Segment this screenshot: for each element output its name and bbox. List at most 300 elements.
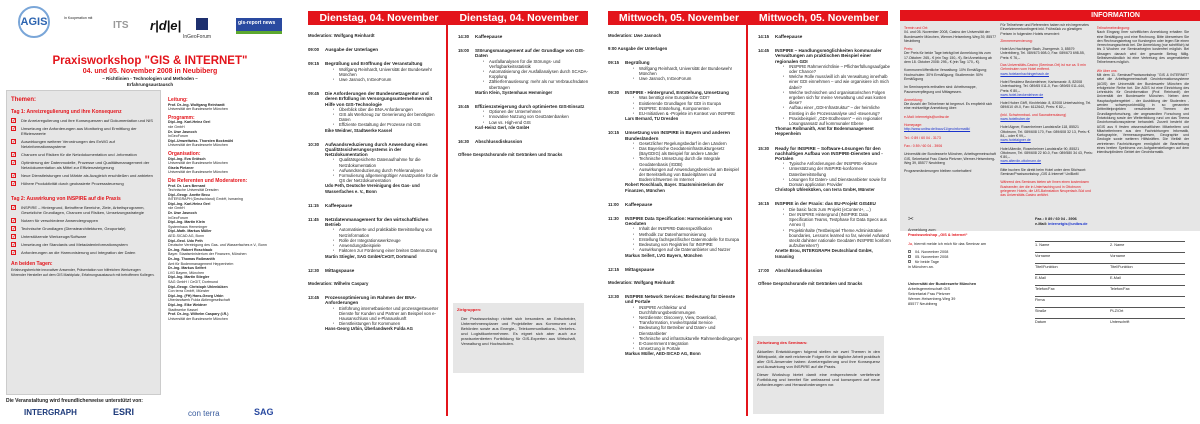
info-text: Nach Eingang Ihrer schriftlichen Anmeldung erhalten Sie eine Bestätigung und eine Rechnung. Bitte überweisen Sie den Rechnungsbetrag vor Kursbeginn oder legen Sie einen Verrechnungsscheck bei. Die Anmeldung (nur schriftlich) ist bis 3 Wochen vor Seminarbeginn kostenfrei möglich. Bei Absagen danach wird der gesamte Betrag fällig. Selbstverständlich ist eine Vertretung des angemeldeten Teilnehmers möglich. xyxy=(1096,30,1190,65)
schedule-bullet: ▪ Was benötigt eine Europäische GDI? xyxy=(633,95,735,100)
schedule-bullet: ▪ Auswirkungen auf die Datenanbieter und Nutzer xyxy=(633,247,742,252)
schedule-bullet: ▪ E-Government Integration xyxy=(633,341,742,346)
schedule-title: INSPIRE Network Services: Bedeutung für Dienste und Portale xyxy=(625,294,736,305)
schedule-bullet: ▪ Welche Rolle muss/will ich als Verwaltung innerhalb einer GDI einnehmen – und wie organisiere ich mich dabei? xyxy=(783,74,892,90)
day2-col2 xyxy=(750,0,900,424)
person-org: Universität der Bundeswehr München xyxy=(168,170,228,175)
schedule-bullet: ▪ Das Bayerische Geodateninfrastrukturgesetz (BayGDIG) als Beispiel für andere Länder xyxy=(633,146,742,156)
schedule-bullet: ▪ Aufbau einer „GDI-Infrastruktur“ – der heimliche Einstieg in die Prozessanalyse und -steuerung? xyxy=(783,105,892,115)
info-link[interactable]: www.alterdin-ottobrunn.de xyxy=(1000,159,1042,164)
schedule-title: Aufwandsreduzierung durch Anwendung eines Qualitätssicherungssystems in der Netzdokumentation xyxy=(325,141,428,158)
checkbox-icon: ✓ xyxy=(12,242,17,248)
info-block xyxy=(1000,80,1092,97)
schedule-time: 15:45 xyxy=(458,104,469,110)
speaker: Robert Roschlaub, Bayer. Staatsministerium der Finanzen, München xyxy=(625,182,724,193)
person-org: Universität der Bundeswehr München xyxy=(168,107,228,112)
form-field-label[interactable]: Firma xyxy=(1035,298,1045,302)
info-block xyxy=(1097,69,1189,155)
person-org: Deutsche Vereinigung des Gas- und Wasserfaches e.V., Bonn xyxy=(168,243,267,248)
info-panel xyxy=(900,0,1200,424)
info-link[interactable]: www.hotelhuber.de xyxy=(1000,117,1030,122)
both-days-text: Erfahrungsberichte innovativer Anwender, Präsentation von hilfreichen Werkzeugen führender Hersteller auf dem GIS Marktplatz, Erfahrungsaustausch mit betroffenen Kollegen. xyxy=(11,268,155,277)
form-ja: Ja, xyxy=(908,242,914,246)
schedule-time: 12:30 xyxy=(308,267,319,273)
schedule-bullet: ▪ Formulierung allgemeingültiger Ansatzpunkte für die QS der Netzdokumentation xyxy=(333,173,442,183)
form-field-label[interactable]: PLZ/Ort xyxy=(1110,309,1124,313)
checkbox-icon: ✓ xyxy=(12,234,17,240)
form-to-title: Praxisworkshop „GIS & Internet“ xyxy=(908,233,968,237)
form-field-label[interactable]: Titel/Funktion xyxy=(1110,265,1133,269)
checkbox-icon: ✓ xyxy=(12,160,17,166)
subline-1: – Richtlinien - Technologien und Methoden – xyxy=(102,76,198,81)
form-field-label[interactable]: Titel/Funktion xyxy=(1035,265,1058,269)
info-block xyxy=(904,115,996,119)
schedule-bullet: ▪ Low vs. High-end GIS xyxy=(483,120,584,125)
schedule-time: 15:30 xyxy=(758,145,769,151)
checkbox-icon: ✓ xyxy=(12,226,17,232)
info-heading: Preis: xyxy=(904,47,913,52)
form-field-label[interactable]: Straße xyxy=(1035,309,1047,313)
form-email-label: e-Mail: xyxy=(1035,222,1048,226)
info-text: Mit dem 11. Seminar/Praxisworkshop "GIS & INTERNET" setzt die Arbeitsgemeinschaft Geoinformationssysteme (AGIS) der Universität der Bundeswehr München die erfolgreiche Reihe fort. Die AGIS ist eine Einrichtung des Lehrstuhls für Geoinformation (Prof. Reinhardt) der Universität der Bundeswehr München. Neben dem Hauptaufgabengebiet - der Ausbildung der Studenten - werden schwerpunktmäßig in so genannten Drittmittelprojekten verschiedene Themen der Grundlagenforschung, der angewandten Forschung und Entwicklung sowie der Weiterbildung rund um das Thema Geoinformationssysteme behandelt. Zurzeit besteht die AGIS aus 9 festen wissenschaftlichen Mitarbeitern und Mitarbeiterinnen aus den Fachrichtungen Informatik, Kartographie, Vermessungswesen, Geographie und Geologie sowie weiteren Hilfskräften. Die Vielfalt der vertretenen Fachrichtungen ermöglicht die Bearbeitung eines breiten Spektrums von Aufgabenstellungen auf dem interdisziplinären Gebiet der Geoinformatik. xyxy=(1096,72,1190,155)
schedule-bullet: ▪ EU-Initiativen & -Projekte im Kontext von INSPIRE xyxy=(633,111,735,116)
person-org: SAG GmbH / CeGIT, Dortmund xyxy=(168,279,218,284)
schedule-bullet: ▪ Welche technischen und organisatorischen Folgen ergeben sich für meine Verwaltung und was kosten diese? xyxy=(783,90,892,106)
person-name: Dipl.-Ing. Karl-Heinz Gerl xyxy=(168,201,211,206)
info-block xyxy=(904,152,996,165)
form-field-label[interactable]: E-Mail xyxy=(1035,276,1046,280)
schedule-time: 10:30 xyxy=(308,141,319,147)
form-field-label[interactable]: Datum xyxy=(1035,320,1047,324)
info-heading: Anmeldung: xyxy=(904,97,923,102)
checkbox-icon: ✓ xyxy=(12,126,17,132)
form-field-label[interactable]: Telefon/Fax xyxy=(1110,287,1130,291)
info-note: (inkl. Schwimmbad- und Saunabenutzung) xyxy=(1000,112,1067,117)
people-list xyxy=(168,94,298,321)
schedule-bullet: ▪ Typische Anforderungen der INSPIRE-Akteure xyxy=(783,161,892,166)
checkbox-icon: ✓ xyxy=(12,139,17,145)
person-name: Dipl.-Geogr. Anette Brou xyxy=(168,192,210,197)
info-block xyxy=(904,169,996,173)
form-city: in München an. xyxy=(908,265,934,269)
info-link[interactable]: www.hotel-beckenlehner.de xyxy=(1000,92,1044,97)
schedule-item xyxy=(608,294,742,356)
form-field-label[interactable] xyxy=(1110,298,1185,307)
goal-text-1: Aktuellen Entwicklungen folgend stellen wir zwei Themen in den Mittelpunkt, die weit reichende Folgen für die tägliche Arbeit praktisch aller GIS-Anwender haben: Anreizregulierung und ihre Konsequenz und Auswirkung von INSPIRE auf die Praxis. xyxy=(757,349,880,369)
schedule-title: Mittagspause xyxy=(325,267,355,273)
info-block xyxy=(904,68,996,81)
form-fax: Fax.: 0 89 / 60 04 - 3906 xyxy=(1035,217,1077,221)
info-link[interactable]: www.hotelaigner.de xyxy=(1000,138,1031,143)
info-heading: Termin und Ort: xyxy=(904,26,929,30)
form-field-row[interactable] xyxy=(1035,296,1185,307)
page-title: Praxisworkshop "GIS & INTERNET" xyxy=(52,55,248,67)
schedule-title: Abschlussdiskussion xyxy=(475,139,523,145)
schedule-item xyxy=(308,61,442,82)
person-name: Dipl.-Umweltwiss. Thorsten Bockmühl xyxy=(168,138,234,143)
both-days-heading: An beiden Tagen: xyxy=(11,261,53,267)
info-heading: Teilnahmebedingung: xyxy=(1096,26,1130,30)
form-fields xyxy=(1035,241,1185,329)
cover-panel xyxy=(0,0,300,424)
gisreport-logo: gis-report news xyxy=(236,18,282,34)
schedule-bullet: ▪ Automatisierung der Ausfallanalysen durch SCADA-Kopplung xyxy=(483,69,592,79)
schedule-time: 13:45 xyxy=(308,295,319,301)
form-field-label[interactable]: 1. Name xyxy=(1035,243,1050,247)
info-block xyxy=(904,85,996,94)
moderation-line: Offene Gesprächsrunde mit Getränken und Snacks xyxy=(458,152,563,158)
form-email-link[interactable]: internetgis@unibw.de xyxy=(1048,222,1088,226)
form-field-label[interactable]: Vorname xyxy=(1110,254,1126,258)
schedule-bullet: ▪ Ausfallanalysen für die Störungs- und Verfügbarkeitsstatistik xyxy=(483,59,592,69)
schedule-bullet: ▪ Automatisierte und praktikable Bereitstellung von Netzinformation xyxy=(333,227,442,237)
schedule-time: 11:45 xyxy=(308,217,319,223)
target-text: Der Praxisworkshop richtet sich besonders an Entscheider, Unternehmensplaner und Projektleiter aus Kommunen und Behörden sowie aus Energie-, Telekommunikations-, Verkehrs- und Logistikunternehmen. Es eignet sich aber auch zur praxisorientierten Fortbildung für GIS-Experten aus Wirtschaft, Verwaltung und Hochschulen. xyxy=(461,316,576,346)
schedule-bullet: ▪ GIS als Werkzeug zur Generierung der benötigten Daten xyxy=(333,112,442,122)
theme-item xyxy=(11,226,156,231)
person-org: Con terra GmbH, Münster xyxy=(168,289,210,294)
form-field-row[interactable] xyxy=(1035,252,1185,263)
target-heading: Zielgruppen: xyxy=(457,307,482,312)
schedule-bullet: ▪ Methodik zur Datenharmonisierung xyxy=(633,232,742,237)
schedule-bullet: ▪ Erstellung fachspezifischer Datenmodelle für Europa xyxy=(633,237,742,242)
schedule-title: INSPIRE - Hintergrund, Entstehung, Umsetzung xyxy=(625,90,729,96)
schedule-title: Kaffeepause xyxy=(475,34,503,39)
person-name: Dr. Uwe Jasnoch xyxy=(168,129,197,134)
person-name: Prof. Dr. Lars Bernard xyxy=(168,183,206,188)
day2-col1 xyxy=(600,0,750,424)
goal-box xyxy=(753,336,884,414)
checkbox-icon: ✓ xyxy=(12,152,17,158)
form-field-row[interactable] xyxy=(1035,307,1185,318)
info-text: Hotel Residenz Beckenlehner, Karlsmaxstr. 8, 82008 Unterhaching, Tel. 089/65 011-0, Fax: 089/65 011-444, Preis: € 80,– xyxy=(1000,79,1085,93)
form-field-label[interactable]: Telefon/Fax xyxy=(1035,287,1055,291)
checkbox-icon: ✓ xyxy=(12,181,17,187)
person-org: Universität der Bundeswehr München xyxy=(168,316,228,321)
schedule-bullet: ▪ Anwendungsbeispiele xyxy=(333,243,442,248)
schedule-time: 15:00 xyxy=(458,48,469,54)
schedule-title: Mittagspause xyxy=(625,266,655,272)
ingeoforum-logo: InGeoForum xyxy=(183,34,212,40)
form-field-row[interactable] xyxy=(1035,263,1185,274)
person-org: LVG Bayern, München xyxy=(168,270,205,275)
divider xyxy=(746,18,748,416)
date-option-label: 04. November 2008 xyxy=(915,250,949,254)
schedule-bullet: ▪ Einführung internetbasierter und prozessgesteuerter Dienste für Kunden und Partner am Beispiel von e-Hausanschluss und e-Planauskunft xyxy=(333,306,442,322)
person-name: Prof. Dr.-Ing. Wilhelm Caspary (i.R.) xyxy=(168,312,229,317)
schedule-title: Netzdatenmanagement für den wirtschaftlichen Betrieb xyxy=(325,217,429,228)
speaker: Anette Brou, INTERGRAPH Deutschland GmbH, Ismaning xyxy=(775,248,873,259)
speaker: Christoph Uhlenküken, con terra GmbH, Münster xyxy=(775,187,875,193)
info-block xyxy=(904,144,996,148)
schedule-time: 17:00 xyxy=(758,267,769,273)
theme-item-text: Chancen und Risiken für die Netzdokumentation und -information xyxy=(21,152,137,157)
person-name: Dipl.-Math. Markus Müller xyxy=(168,229,212,234)
form-field-row[interactable] xyxy=(1035,241,1185,252)
schedule-title: Die Anforderungen der Bundesnetzagentur und deren Erfüllung im Versorgungsunternehmen mit Hilfe von GIS-Technologie xyxy=(325,91,433,107)
info-text: Hotel Alterdin, Rosenheimer Landstraße 90, 85521 Ottobrunn, Tel. 089/608 22 60-0, Fax: 089/580 34 43, Preis: € 80,– xyxy=(1000,146,1093,160)
bus-note: Während des Seminars bieten wir Ihnen einen kostenlosen Bustransfer, der die in Unterhaching und in Ottobrunn gelegenen Hotels, die UIS-Bahnstation Neuperlach-Süd und das Universitäts-Casino anfährt. xyxy=(1000,180,1091,197)
info-block xyxy=(904,136,996,140)
schedule-time: 11:15 xyxy=(308,202,319,208)
people-heading: Die Referenten und Moderatoren: xyxy=(168,177,248,184)
theme-item-text: Neue Dienstleistungen und Märkte als Ausgleich erschließen und anbieten xyxy=(21,173,153,178)
event-dates: 04. und 05. November 2008 in Neubiberg xyxy=(82,68,218,75)
day2-header-2: Mittwoch, 05. November 2008 xyxy=(750,11,888,25)
moderation-line: Offene Gesprächsrunde mit Getränken und Snacks xyxy=(758,280,863,286)
schedule-time: 13:30 xyxy=(608,294,619,300)
day1-header: Dienstag, 04. November 2008 xyxy=(308,11,450,25)
info-block xyxy=(1000,23,1092,43)
theme-item-text: Umsetzung der Anforderungen aus Monitoring und Ermittlung der Effizienzwerte xyxy=(21,126,137,136)
schedule-item xyxy=(308,295,442,331)
intergraph-logo: INTERGRAPH xyxy=(24,408,77,417)
schedule-title: Störungsmanagement auf der Grundlage von GIS-Daten xyxy=(475,48,585,59)
person-org: INTERGRAPH (Deutschland) GmbH, Ismaning xyxy=(168,197,243,202)
info-text: Kommunen/öffentliche Verwaltung: 10% Ermäßigung; Hochschulen: 30% Ermäßigung; Studierende: 50% Ermäßigung xyxy=(904,68,988,81)
person-name: Dipl.-Ing. Karl-Heinz Gerl xyxy=(168,120,211,125)
day1-header-2: Dienstag, 04. November 2008 xyxy=(450,11,588,25)
schedule-item xyxy=(758,48,892,136)
schedule-time: 16:15 xyxy=(758,201,769,207)
person-name: Dipl.-Geogr. Christoph Uhlenküken xyxy=(168,284,228,289)
info-block xyxy=(904,26,996,43)
schedule-title: Umsetzung von INSPIRE in Bayern und anderen Bundesländern xyxy=(625,130,730,141)
schedule-bullet: ▪ Die basic facts zum Projekt (eContent+, ...) xyxy=(783,207,892,212)
form-address-title: Universität der Bundeswehr München xyxy=(908,282,977,286)
form-address-line: Arbeitsgemeinschaft GIS xyxy=(908,287,950,291)
schedule-bullet: ▪ Umsetzung in Portale xyxy=(633,346,742,351)
schedule-bullet: ▪ Rolle der Integrationswerkzeuge xyxy=(333,238,442,243)
speaker: Martin Klein, Systemhaus Hemminger xyxy=(475,89,553,95)
theme-item xyxy=(11,234,156,239)
date-option-label: 05. November 2008 xyxy=(915,255,949,259)
checkbox-icon: ✓ xyxy=(12,218,17,224)
theme-item xyxy=(11,118,156,123)
theme-item xyxy=(11,205,156,215)
schedule-bullet: ▪ INSPIRE Architektur und Durchführungsbestimmungen xyxy=(633,305,742,315)
theme-item xyxy=(11,152,156,157)
schedule-title: Begrüßung und Eröffnung der Veranstaltung xyxy=(325,61,423,67)
info-block xyxy=(1000,101,1092,121)
form-address-line: 85577 Neubiberg xyxy=(908,302,938,306)
schedule-title: INSPIRE in der Praxis: das EU-Projekt GIS4EU xyxy=(775,201,876,207)
rde-logo: r|d|e| xyxy=(150,18,182,33)
schedule-bullet: ▪ Technische und infrastrukturelle Rahmenbedingungen xyxy=(633,336,742,341)
speaker: Karl-Heinz Gerl, rde GmbH xyxy=(475,124,530,130)
schedule-bullet: ▪ Lösungen für Daten- und Diensteanbieter sowie für Domain application Provider xyxy=(783,177,892,187)
schedule-bullet: ▪ Netzdienste: Discovery, View, Download, Transformation, Invoke/Spatial Service xyxy=(633,315,742,325)
speaker: Lars Bernard, TU Dresden xyxy=(625,116,679,122)
speaker: Hans-Georg Urbin, Überlandwerk Fulda AG xyxy=(325,326,413,332)
info-block xyxy=(904,98,996,111)
schedule-item xyxy=(608,60,742,81)
schedule-time: 09:30 xyxy=(608,90,619,96)
people-heading: Leitung: xyxy=(168,97,188,103)
agis-logo: AGIS xyxy=(18,6,50,38)
schedule-bullet: ▪ Technische Umsetzung durch die Integrale Geodatenbasis (IGDB) xyxy=(633,156,742,166)
theme-item xyxy=(11,173,156,178)
person-org: InGeoForum xyxy=(168,215,189,220)
sag-logo: SAG xyxy=(254,407,274,417)
info-text: Hotel Aigner, Rosenheimer Landstraße 118, 85521 Ottobrunn, Tel. 089/608 170, Fax: 089/608 32 13, Preis: € 84,– oder € 99,– xyxy=(1000,125,1090,138)
checkbox-icon: ✓ xyxy=(12,250,17,256)
theme-item xyxy=(11,139,156,149)
info-heading: Wir über uns: xyxy=(1096,68,1118,73)
info-heading: Homepage: xyxy=(904,123,923,128)
info-link[interactable]: www.hotelamhachingerbach.de xyxy=(1000,71,1050,76)
form-field-label[interactable]: Unterschrift xyxy=(1110,320,1130,324)
info-block xyxy=(904,47,996,64)
info-block xyxy=(1097,26,1189,65)
registration-form xyxy=(900,216,1200,324)
moderation-line: 9:00 Ausgabe der Unterlagen xyxy=(608,46,668,52)
info-text: 04. und 05. November 2008, Casino der Universität der Bundeswehr München, Werner-Heisenberg-Weg 39, 85577 Neubiberg xyxy=(904,30,997,43)
esri-logo: ESRI xyxy=(113,407,135,417)
theme-item-text: Auswirkungen weiterer Verordnungen des EnWG auf Netzinformationssysteme xyxy=(21,139,115,149)
schedule-time: 12:15 xyxy=(608,266,619,272)
checkbox-icon: ✓ xyxy=(12,118,17,124)
form-field-row[interactable] xyxy=(1035,285,1185,296)
moderation-line: Moderation: Wilhelm Caspary xyxy=(308,280,369,286)
schedule-bullet: ▪ Faktoren zur Förderung einer breiten Datennutzung xyxy=(333,248,442,253)
info-text: Hotel Huber GbR, Kirchfeldstr. 8, 82008 Unterhaching, Tel. 089/610 49-0, Fax: 6112642, Preis: € 82,– xyxy=(1000,101,1092,110)
scissors-icon: ✂ xyxy=(908,216,914,223)
info-box xyxy=(900,21,1200,231)
goal-text-2: Dieser Workshop bietet damit eine entsprechende vertiefende Fortbildung und bereitet Sie umfassend und konsequent auf neue Anforderungen und Herausforderungen vor. xyxy=(757,372,880,387)
schedule-title: Kaffeepause xyxy=(775,34,803,39)
person-org: Stadtwerke Kassel xyxy=(168,307,198,312)
schedule-title: Begrüßung xyxy=(625,60,650,66)
schedule-item xyxy=(758,146,892,193)
day2-heading: Tag 2: Auswirkung von INSPIRE auf die Praxis xyxy=(11,196,121,202)
form-field-label[interactable]: E-Mail xyxy=(1110,276,1121,280)
partner-label: In Kooperation mit xyxy=(64,16,93,20)
schedule-item xyxy=(608,90,742,121)
schedule-bullet: ▪ Effiziente Gestaltung der Prozesse mit GIS xyxy=(333,122,442,127)
person-name: Gisela Pletzner xyxy=(168,165,194,170)
info-text: Die Anzahl der Teilnehmer ist begrenzt. Es empfiehlt sich eine rechtzeitige Anmeldung über: xyxy=(904,102,993,111)
theme-item xyxy=(11,218,156,223)
partner-logos xyxy=(0,0,300,55)
person-name: Prof. Dr.-Ing. Wolfgang Reinhardt xyxy=(168,102,225,107)
schedule-item xyxy=(308,91,442,133)
speaker: Thomas Roßmanith, Amt für Bodenmanagement Heppenheim xyxy=(775,126,874,137)
schedule-item xyxy=(608,267,742,272)
schedule-bullet: ▪ Uwe Jasnoch, InGeoForum xyxy=(633,76,742,81)
theme-item-text: Höhere Produktivität durch geobasierte Prozesssteuerung xyxy=(21,181,124,186)
goal-heading: Zielsetzung des Seminars: xyxy=(757,340,808,345)
radio-icon[interactable] xyxy=(908,260,911,263)
schedule-item xyxy=(308,142,442,194)
checkbox-icon: ✓ xyxy=(12,173,17,179)
day1-col2 xyxy=(450,0,600,424)
conterra-logo: con terra xyxy=(188,409,220,418)
info-heading: e-Mail: internetgis@unibw.de xyxy=(904,114,949,119)
theme-item xyxy=(11,242,156,247)
person-org: Systemhaus Hemminger xyxy=(168,224,208,229)
person-org: Technische Universität Dresden xyxy=(168,188,219,193)
day1-col1 xyxy=(300,0,450,424)
ingeoforum-mark xyxy=(196,18,208,30)
sponsors-caption: Die Veranstaltung wird freundlicherweise unterstützt von: xyxy=(6,398,143,404)
schedule-bullet: ▪ Existierende Grundlagen für GDI in Europa xyxy=(633,101,735,106)
schedule-bullet: ▪ Der INSPIRE Hintergrund (INSPIRE Data Specification Teams, Testphase für Data Specs aus Annex I) xyxy=(783,212,892,228)
schedule-item xyxy=(308,217,442,259)
themes-heading: Themen: xyxy=(11,97,37,103)
schedule-time: 11:30 xyxy=(608,216,619,222)
form-field-label[interactable]: Vorname xyxy=(1035,254,1051,258)
people-heading: Programm: xyxy=(168,114,195,121)
info-block xyxy=(1000,125,1092,142)
schedule-item xyxy=(458,139,592,144)
form-field-label[interactable]: 2. Name xyxy=(1110,243,1125,247)
schedule-title: Kaffeepause xyxy=(625,201,653,207)
theme-item xyxy=(11,126,156,136)
schedule-bullet: ▪ Praxisbeispiel: „GDI-Südhessen“ – ein regionaler Lösungsansatz auf kommunaler Ebene xyxy=(783,116,892,126)
schedule-bullet: ▪ Uwe Jasnoch, InGeoForum xyxy=(333,77,442,82)
schedule-time: 14:30 xyxy=(458,34,469,39)
info-link[interactable]: http://www.unibw.de/bauv11/geoinformatik/ xyxy=(904,127,971,132)
schedule-time: 09:15 xyxy=(308,61,319,67)
form-field-row[interactable] xyxy=(1035,274,1185,285)
info-text: Programmänderungen bleiben vorbehalten! xyxy=(904,169,972,174)
person-name: Dipl.-Ing. Martin Klein xyxy=(168,220,205,225)
person-org: Universität der Bundeswehr München xyxy=(168,143,228,148)
info-note: Das Universitäts-Casino (Seminar-Ort) ist nur ca. 5 min Gehminuten vom Hotel entfernt. xyxy=(1000,63,1086,72)
schedule-title: Kaffeepause xyxy=(325,202,353,208)
person-name: Dipl.-Ing. Eva Grötsch xyxy=(168,156,206,161)
schedule-title: Abschlussdiskussion xyxy=(775,267,823,273)
theme-item-text: Die Anreizregulierung und ihre Konsequenzen auf Dokumentation und NIS xyxy=(21,118,153,123)
info-heading: Fax.: 0 89 / 60 04 - 3906 xyxy=(904,143,943,148)
schedule-bullet: ▪ Optionen der Unternehmen xyxy=(483,109,584,114)
date-option-label: für beide Tage xyxy=(915,260,939,264)
schedule-title: Effizienzsteigerung durch optimierten GIS-Einsatz xyxy=(475,104,585,110)
schedule-bullet: ▪ Wolfgang Reinhardt, Universität der Bundeswehr München xyxy=(333,67,442,77)
radio-icon[interactable] xyxy=(908,250,911,253)
schedule-title: INSPIRE Data Specification: Harmonisierung von Geodaten xyxy=(625,216,732,227)
info-text: Für Teilnehmer und Referenten haben wir ein begrenztes Einzelzimmerkontingent inkl. Frühstück zu günstigen Preisen in folgenden Hotels reserviert: xyxy=(1000,23,1089,36)
schedule-bullet: ▪ Bedeutung für Betreiber und Daten- und Dienstanbieter xyxy=(633,325,742,335)
info-header: INFORMATION xyxy=(900,10,1200,21)
person-name: Dipl.-Geol. Udo Peth xyxy=(168,238,203,243)
schedule-bullet: ▪ Aufwandsreduzierung durch Fehleranalysen xyxy=(333,168,442,173)
form-to-label: Anmeldung zum: xyxy=(908,228,937,232)
schedule-bullet: ▪ Zählerfernauslesung: mehr als nur Verbrauchsdaten übertragen xyxy=(483,79,592,89)
schedule-time: 14:15 xyxy=(758,34,769,39)
radio-icon[interactable] xyxy=(908,255,911,258)
schedule-bullet: ▪ Dienstleistungen für Kommunen xyxy=(333,321,442,326)
themes-box xyxy=(6,90,161,395)
schedule-bullet: ▪ Überblick über die BNA Anforderungen xyxy=(333,107,442,112)
person-name: Dr.-Ing. Thomas Roßmanith xyxy=(168,257,215,261)
its-logo: ITS xyxy=(113,20,129,31)
speaker: Markus Müller, AED-SICAD AG, Bonn xyxy=(625,351,701,357)
schedule-item xyxy=(758,268,892,273)
schedule-title: Ausgabe der Unterlagen xyxy=(325,47,379,53)
person-name: Dr.-Ing. Robert Roschlaub xyxy=(168,247,213,252)
schedule-item xyxy=(608,130,742,192)
form-field-row[interactable] xyxy=(1035,318,1185,329)
person-org: Universität der Bundeswehr München xyxy=(168,161,228,166)
theme-item xyxy=(11,250,156,255)
theme-item xyxy=(11,160,156,170)
person-name: Dr. Uwe Jasnoch xyxy=(168,211,197,216)
person-name: Dipl.-Ing. Eike Weidner xyxy=(168,302,207,307)
people-heading: Organisation: xyxy=(168,150,201,157)
speaker: Udo Peth, Deutsche Vereinigung des Gas- und Wasserfaches e. V., Bonn xyxy=(325,183,420,194)
